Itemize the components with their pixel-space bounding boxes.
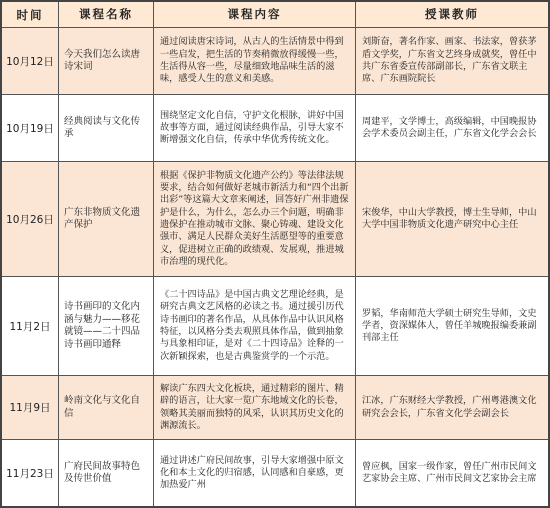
row-date: 11月2日 xyxy=(2,277,59,375)
row-content: 《二十四诗品》是中国古典文艺理论经典，是研究古典文艺风格的必读之书。通过援引历代诗书画印的著名作品，从具体作品中认识风格特征，以风格分类去观照具体作品，做到抽象与具象相印证，是对《二十四诗品》诠释的一次新颖探索，也是古典鉴赏学的一个示范。 xyxy=(160,289,344,362)
row-content: 通过讲述广府民间故事，引导大家增强中原文化和本土文化的归宿感，认同感和自豪感，更加热爱广州 xyxy=(160,454,344,491)
table-row xyxy=(2,376,548,440)
row-date: 10月19日 xyxy=(2,95,59,161)
row-course: 诗书画印的文化内涵与魅力——移花就镜——二十四品诗书画印通释 xyxy=(64,301,141,350)
row-content: 根据《保护非物质文化遗产公约》等法律法规要求，结合如何做好老城市新活力和“四个出新出彩”等这篇大文章来阐述，回答好广州非遗保护是什么，为什么，怎么办三个问题，明确非遗保护在推动城市文脉、聚心铸魂、建设文化强市、满足人民群众美好生活愿望等的重要意义，促进树立正确的政绩观、发展观，推进城市治理的现代化。 xyxy=(160,169,349,267)
header-content: 课程内容 xyxy=(154,2,356,27)
row-content: 解读广东四大文化板块，通过精彩的图片、精辟的语言，让大家一览广东地域文化的长卷，领略其美丽而独特的风采，认识其历史文化的渊源流长。 xyxy=(160,382,344,431)
row-date: 10月26日 xyxy=(2,162,59,276)
header-date: 时间 xyxy=(2,2,59,27)
table-row xyxy=(2,277,548,376)
row-teacher: 刘斯奋，著名作家、画家、书法家，曾获茅盾文学奖，广东省文艺终身成就奖，曾任中共广东省委宣传部副部长，广东省文联主席、广东画院院长 xyxy=(362,36,537,85)
table-row xyxy=(2,28,548,95)
row-course: 经典阅读与文化传承 xyxy=(64,115,141,139)
header-teacher: 授课教师 xyxy=(425,7,479,22)
row-teacher: 曾应枫，国家一级作家，曾任广州市民间文艺家协会主席、广州市民间文艺家协会主席 xyxy=(362,460,537,484)
row-date: 11月23日 xyxy=(2,440,59,506)
row-teacher: 江冰，广东财经大学教授，广州粤港澳文化研究会会长，广东省文化学会副会长 xyxy=(362,395,537,419)
row-content: 通过阅读唐宋诗词，从古人的生活情景中得到一些启发，把生活的节奏稍微放得缓慢一些，生活得从容一些，尽量细致地品味生活的滋味，感受人生的意义和美感。 xyxy=(160,36,344,85)
header-course: 课程名称 xyxy=(59,2,154,27)
row-teacher: 罗韬，华南师范大学硕士研究生导师，文史学者，资深媒体人，曾任羊城晚报编委兼副刊部主任 xyxy=(362,307,537,344)
table-header-row xyxy=(2,2,548,28)
table-row xyxy=(2,440,548,506)
row-content: 围绕坚定文化自信，守护文化根脉，讲好中国故事等方面，通过阅读经典作品，引导大家不断增强文化自信，传承中华优秀传统文化。 xyxy=(160,109,344,146)
row-course: 广东非物质文化遗产保护 xyxy=(64,206,141,230)
row-date: 11月9日 xyxy=(2,376,59,439)
row-course: 今天我们怎么读唐诗宋词 xyxy=(64,48,141,72)
table-row xyxy=(2,162,548,277)
table-row xyxy=(2,95,548,162)
row-course: 岭南文化与文化自信 xyxy=(64,395,141,419)
row-course: 广府民间故事特色及传世价值 xyxy=(64,460,141,484)
row-date: 10月12日 xyxy=(2,28,59,94)
row-teacher: 宋俊华，中山大学教授，博士生导师，中山大学中国非物质文化遗产研究中心主任 xyxy=(362,206,537,230)
row-teacher: 周建平，文学博士，高级编辑，中国晚报协会学术委员会副主任，广东省文化学会会长 xyxy=(362,115,537,139)
